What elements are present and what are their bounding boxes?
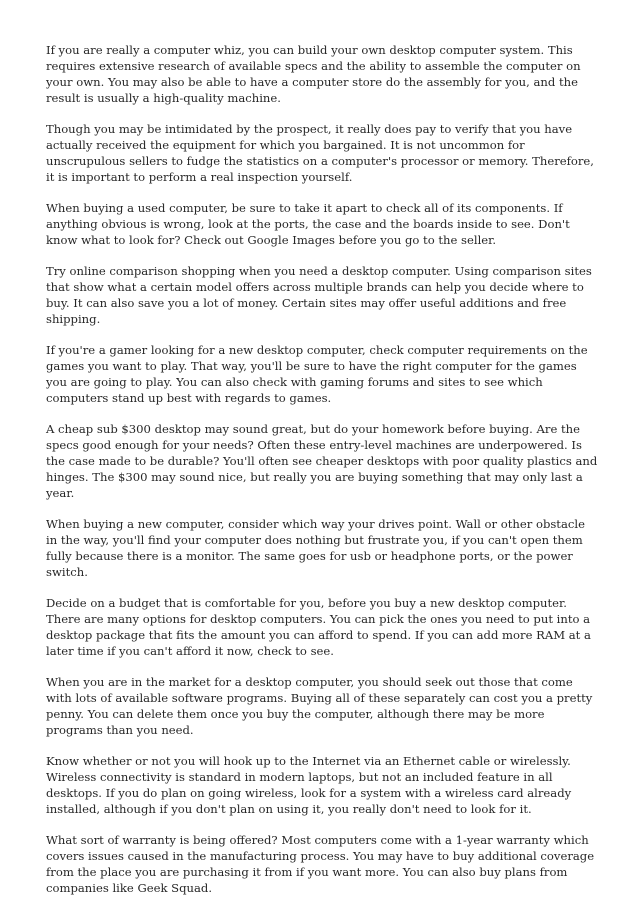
- paragraph-comparison-shopping: Try online comparison shopping when you need a desktop computer. Using comparison sites that show what a certain model offers across multiple brands can help you decide where to buy. It can also save you a lot of money. Certain sites may offer useful additions and free shipping.: [46, 264, 592, 326]
- paragraph-gamer: If you're a gamer looking for a new desktop computer, check computer requirements on the games you want to play. That way, you'll be sure to have the right computer for the games you are going to play. You can also check with gaming forums and sites to see which computers stand up best with regards to games.: [46, 343, 588, 405]
- paragraph-build-own: If you are really a computer whiz, you can build your own desktop computer system. This requires extensive research of available specs and the ability to assemble the computer on your own. You may also be able to have a computer store do the assembly for you, and the result is usually a high-quality machine.: [46, 43, 581, 105]
- paragraph-cheap-desktop: A cheap sub $300 desktop may sound great, but do your homework before buying. Are the specs good enough for your needs? Often these entry-level machines are underpowered. Is the case made to be durable? You'll often see cheaper desktops with poor quality plastics and hinges. The $300 may sound nice, but really you are buying something that may only last a year.: [46, 422, 598, 500]
- paragraph-drive-direction: When buying a new computer, consider which way your drives point. Wall or other obstacle in the way, you'll find your computer does nothing but frustrate you, if you can't open them fully because there is a monitor. The same goes for usb or headphone ports, or the power switch.: [46, 517, 585, 579]
- paragraph-internet: Know whether or not you will hook up to the Internet via an Ethernet cable or wirelessly. Wireless connectivity is standard in modern laptops, but not an included feature in all desktops. If you do plan on going wireless, look for a system with a wireless card already installed, although if you don't plan on using it, you really don't need to look for it.: [46, 754, 572, 816]
- paragraph-software: When you are in the market for a desktop computer, you should seek out those that come with lots of available software programs. Buying all of these separately can cost you a pretty penny. You can delete them once you buy the computer, although there may be more programs than you need.: [46, 675, 593, 737]
- document-page: [46, 42, 598, 911]
- paragraph-budget: Decide on a budget that is comfortable for you, before you buy a new desktop computer. There are many options for desktop computers. You can pick the ones you need to put into a desktop package that fits the amount you can afford to spend. If you can add more RAM at a later time if you can't afford it now, check to see.: [46, 596, 591, 658]
- paragraph-verify-equipment: Though you may be intimidated by the prospect, it really does pay to verify that you have actually received the equipment for which you bargained. It is not uncommon for unscrupulous sellers to fudge the statistics on a computer's processor or memory. Therefore, it is important to perform a real inspection yourself.: [46, 122, 594, 184]
- paragraph-warranty: What sort of warranty is being offered? Most computers come with a 1-year warranty which covers issues caused in the manufacturing process. You may have to buy additional coverage from the place you are purchasing it from if you want more. You can also buy plans from companies like Geek Squad.: [46, 833, 595, 895]
- paragraph-used-computer: When buying a used computer, be sure to take it apart to check all of its components. If anything obvious is wrong, look at the ports, the case and the boards inside to see. Don't know what to look for? Check out Google Images before you go to the seller.: [46, 201, 570, 247]
